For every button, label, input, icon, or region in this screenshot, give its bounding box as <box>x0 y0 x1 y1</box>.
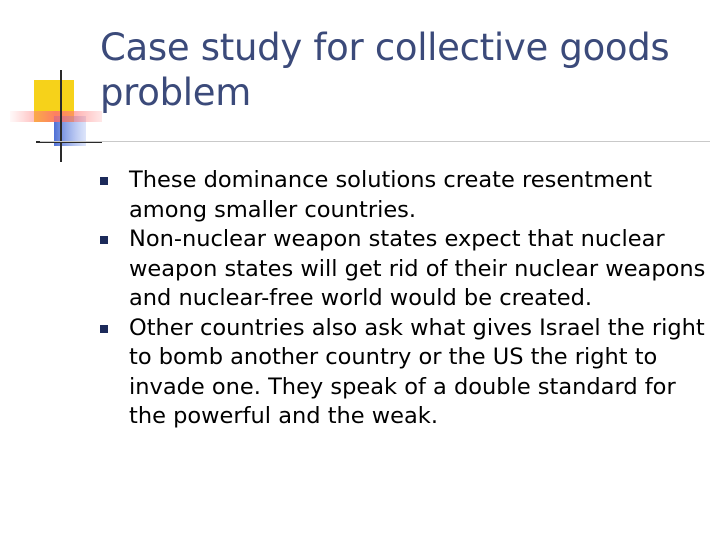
bullet-item <box>100 225 712 314</box>
bullet-item <box>100 166 712 225</box>
square-bullet-icon <box>100 236 108 244</box>
square-bullet-icon <box>100 177 108 185</box>
bullet-text: Other countries also ask what gives Israel the right to bomb another country or the US the right to invade one. They speak of a double standard for the powerful and the weak. <box>129 314 705 429</box>
bullet-text: These dominance solutions create resentment among smaller countries. <box>129 167 653 223</box>
title-divider <box>40 141 710 142</box>
bullet-list <box>100 166 712 432</box>
red-bar <box>10 111 102 122</box>
bullet-item <box>100 314 712 432</box>
vertical-line <box>60 70 62 162</box>
bullet-text: Non-nuclear weapon states expect that nuclear weapon states will get rid of their nuclear weapons and nuclear-free world would be created. <box>129 226 706 311</box>
square-bullet-icon <box>100 325 108 333</box>
slide-title: Case study for collective goods problem <box>100 26 670 115</box>
